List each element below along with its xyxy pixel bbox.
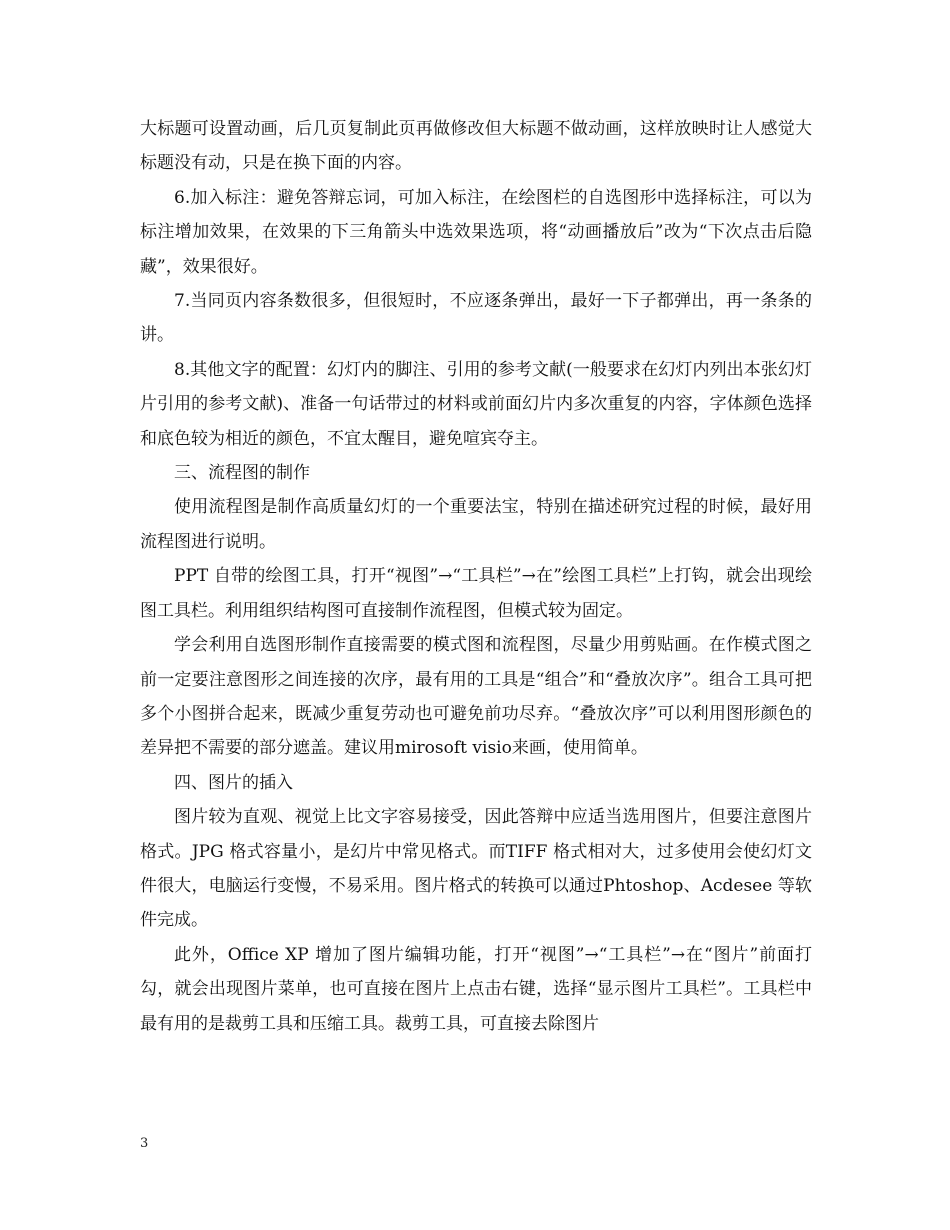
paragraph-image-formats: 图片较为直观、视觉上比文字容易接受，因此答辩中应适当选用图片，但要注意图片格式。JPG 格式容量小，是幻片中常见格式。而TIFF 格式相对大，过多使用会使幻灯文件很大，电脑运行变慢，不易采用。图片格式的转换可以通过Phtoshop、Acdesee 等软件完成。 xyxy=(140,807,812,931)
paragraph-flowchart-ppt-tools: PPT 自带的绘图工具，打开“视图”→“工具栏”→在”绘图工具栏”上打钩，就会出现绘图工具栏。利用组织结构图可直接制作流程图，但模式较为固定。 xyxy=(140,566,812,621)
section-heading-flowchart: 三、流程图的制作 xyxy=(174,463,310,484)
paragraph-item-8: 8.其他文字的配置：幻灯内的脚注、引用的参考文献(一般要求在幻灯内列出本张幻灯片引用的参考文献)、准备一句话带过的材料或前面幻片内多次重复的内容，字体颜色选择和底色较为相近的颜色，不宜太醒目，避免喧宾夺主。 xyxy=(140,359,812,449)
paragraph-item-7: 7.当同页内容条数很多，但很短时，不应逐条弹出，最好一下子都弹出，再一条条的讲。 xyxy=(140,291,812,346)
paragraph-flowchart-intro: 使用流程图是制作高质量幻灯的一个重要法宝，特别在描述研究过程的时候，最好用流程图进行说明。 xyxy=(140,497,812,552)
paragraph-flowchart-autoshapes: 学会利用自选图形制作直接需要的模式图和流程图，尽量少用剪贴画。在作模式图之前一定要注意图形之间连接的次序，最有用的工具是“组合”和“叠放次序”。组合工具可把多个小图拼合起来，既减少重复劳动也可避免前功尽弃。“叠放次序”可以利用图形颜色的差异把不需要的部分遮盖。建议用mirosoft visio来画，使用简单。 xyxy=(140,635,812,759)
document-body xyxy=(140,112,812,1041)
paragraph-image-editing: 此外，Office XP 增加了图片编辑功能，打开“视图”→“工具栏”→在“图片”前面打勾，就会出现图片菜单，也可直接在图片上点击右键，选择“显示图片工具栏”。工具栏中最有用的是裁剪工具和压缩工具。裁剪工具，可直接去除图片 xyxy=(140,944,812,1034)
section-heading-images: 四、图片的插入 xyxy=(174,772,293,793)
paragraph-item-6: 6.加入标注：避免答辩忘词，可加入标注，在绘图栏的自选图形中选择标注，可以为标注增加效果，在效果的下三角箭头中选效果选项，将“动画播放后”改为“下次点击后隐藏”，效果很好。 xyxy=(140,187,812,277)
paragraph-continuation: 大标题可设置动画，后几页复制此页再做修改但大标题不做动画，这样放映时让人感觉大标题没有动，只是在换下面的内容。 xyxy=(140,119,812,174)
page-number: 3 xyxy=(140,1136,149,1151)
